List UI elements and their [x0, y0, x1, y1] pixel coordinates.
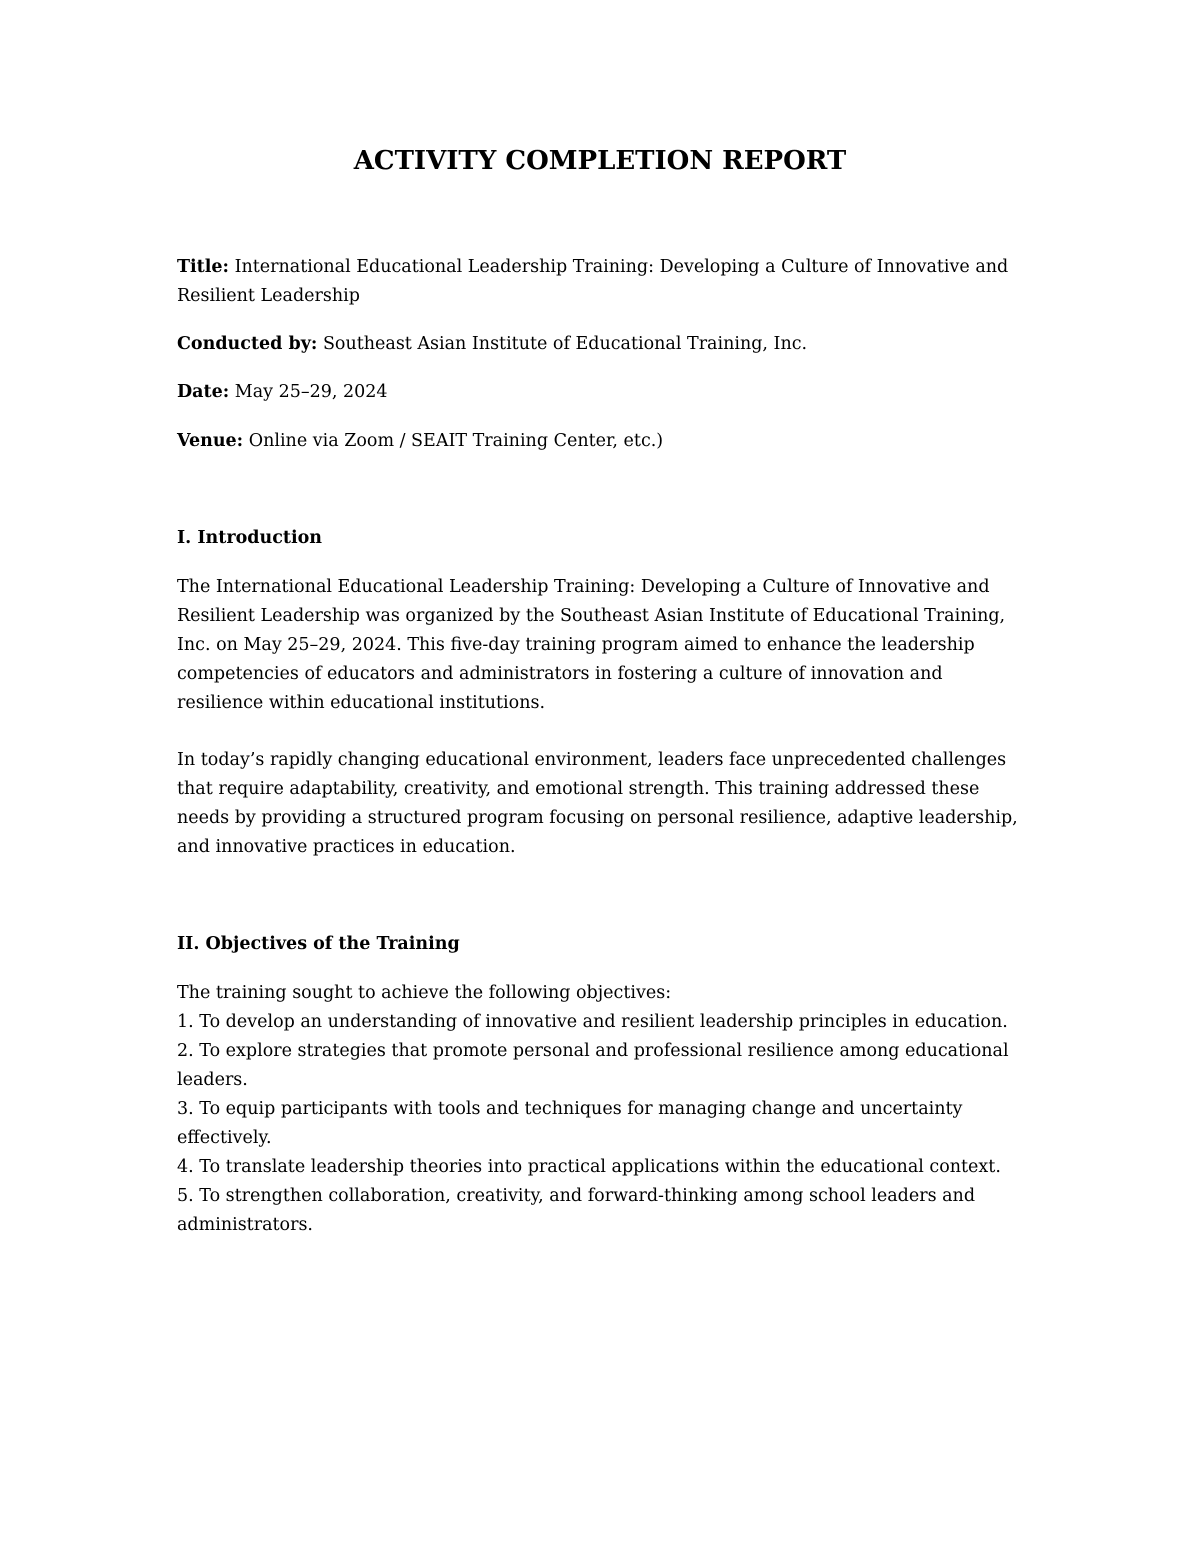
objective-item: 3. To equip participants with tools and techniques for managing change and uncertainty effectively.	[177, 1099, 963, 1148]
objective-item: 1. To develop an understanding of innovative and resilient leadership principles in education.	[177, 1012, 1008, 1032]
meta-conducted-value: Southeast Asian Institute of Educational Training, Inc.	[322, 334, 808, 354]
objectives-list	[177, 979, 1027, 1240]
meta-conducted-label: Conducted by:	[177, 334, 318, 354]
introduction-heading: I. Introduction	[177, 528, 322, 548]
meta-conducted-by	[177, 330, 1027, 359]
report-title: ACTIVITY COMPLETION REPORT	[353, 146, 847, 176]
meta-title-value: International Educational Leadership Training: Developing a Culture of Innovative and Resilient Leadership	[177, 257, 1009, 306]
objective-item: 5. To strengthen collaboration, creativity, and forward-thinking among school leaders and administrators.	[177, 1186, 976, 1235]
objectives-intro: The training sought to achieve the following objectives:	[177, 983, 672, 1003]
meta-date	[177, 378, 1027, 407]
meta-date-label: Date:	[177, 382, 230, 402]
meta-title	[177, 253, 1027, 311]
introduction-paragraph-2: In today’s rapidly changing educational environment, leaders face unprecedented challenges that require adaptability, creativity, and emotional strength. This training addressed these needs by providing a structured program focusing on personal resilience, adaptive leadership, and innovative practices in education.	[177, 750, 1018, 857]
meta-venue-label: Venue:	[177, 431, 244, 451]
meta-date-value: May 25–29, 2024	[234, 382, 388, 402]
introduction-paragraph-1: The International Educational Leadership Training: Developing a Culture of Innovative and Resilient Leadership was organized by the Southeast Asian Institute of Educational Training, Inc. on May 25–29, 2024. This five-day training program aimed to enhance the leadership competencies of educators and administrators in fostering a culture of innovation and resilience within educational institutions.	[177, 577, 1006, 713]
objectives-heading: II. Objectives of the Training	[177, 934, 460, 954]
meta-venue-value: Online via Zoom / SEAIT Training Center, etc.)	[248, 431, 664, 451]
objective-item: 4. To translate leadership theories into practical applications within the educational context.	[177, 1157, 1001, 1177]
meta-title-label: Title:	[177, 257, 229, 277]
objective-item: 2. To explore strategies that promote personal and professional resilience among educational leaders.	[177, 1041, 1009, 1090]
meta-venue	[177, 427, 1027, 456]
